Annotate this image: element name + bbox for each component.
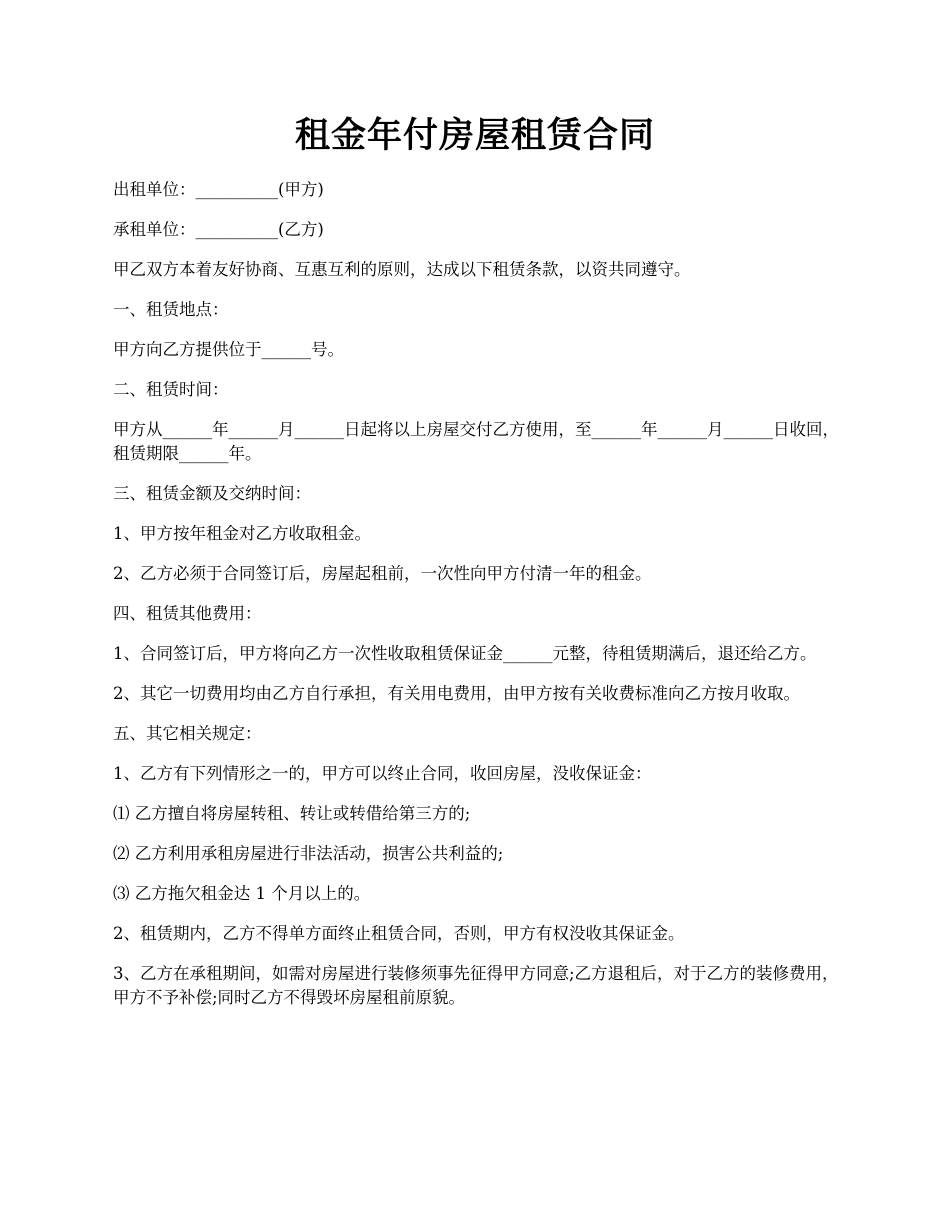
fees-clause-1: 1、合同签订后，甲方将向乙方一次性收取租赁保证金______元整，待租赁期满后，退还给乙方。 — [113, 644, 817, 663]
lessor-line: 出租单位：__________(甲方) — [113, 180, 324, 199]
section-heading-other-rules: 五、其它相关规定： — [113, 724, 262, 743]
rules-clause-2: 2、租赁期内，乙方不得单方面终止租赁合同，否则，甲方有权没收其保证金。 — [113, 924, 685, 943]
rules-clause-3: 3、乙方在承租期间，如需对房屋进行装修须事先征得甲方同意;乙方退租后，对于乙方的装修费用，甲方不予补偿;同时乙方不得毁坏房屋租前原貌。 — [113, 964, 839, 1007]
rent-clause-1: 1、甲方按年租金对乙方收取租金。 — [113, 524, 371, 543]
preamble: 甲乙双方本着友好协商、互惠互利的原则，达成以下租赁条款，以资共同遵守。 — [113, 260, 691, 279]
rules-item-3: ⑶ 乙方拖欠租金达 1 个月以上的。 — [113, 884, 371, 903]
lessee-line: 承租单位：__________(乙方) — [113, 220, 324, 239]
section-heading-location: 一、租赁地点： — [113, 300, 229, 319]
location-clause: 甲方向乙方提供位于______号。 — [113, 340, 344, 359]
document-title: 租金年付房屋租赁合同 — [294, 115, 655, 156]
rules-item-2: ⑵ 乙方利用承租房屋进行非法活动，损害公共利益的; — [113, 844, 504, 863]
rent-clause-2: 2、乙方必须于合同签订后，房屋起租前，一次性向甲方付清一年的租金。 — [113, 564, 652, 583]
fees-clause-2: 2、其它一切费用均由乙方自行承担，有关用电费用，由甲方按有关收费标准向乙方按月收取。 — [113, 684, 800, 703]
term-clause: 甲方从______年______月______日起将以上房屋交付乙方使用，至______年______月______日收回，租赁期限______年。 — [113, 420, 839, 463]
rules-clause-1: 1、乙方有下列情形之一的，甲方可以终止合同，收回房屋，没收保证金： — [113, 764, 652, 783]
section-heading-other-fees: 四、租赁其他费用： — [113, 604, 262, 623]
document-body — [113, 178, 840, 1026]
rules-item-1: ⑴ 乙方擅自将房屋转租、转让或转借给第三方的; — [113, 804, 471, 823]
section-heading-term: 二、租赁时间： — [113, 380, 229, 399]
section-heading-rent: 三、租赁金额及交纳时间： — [113, 484, 311, 503]
